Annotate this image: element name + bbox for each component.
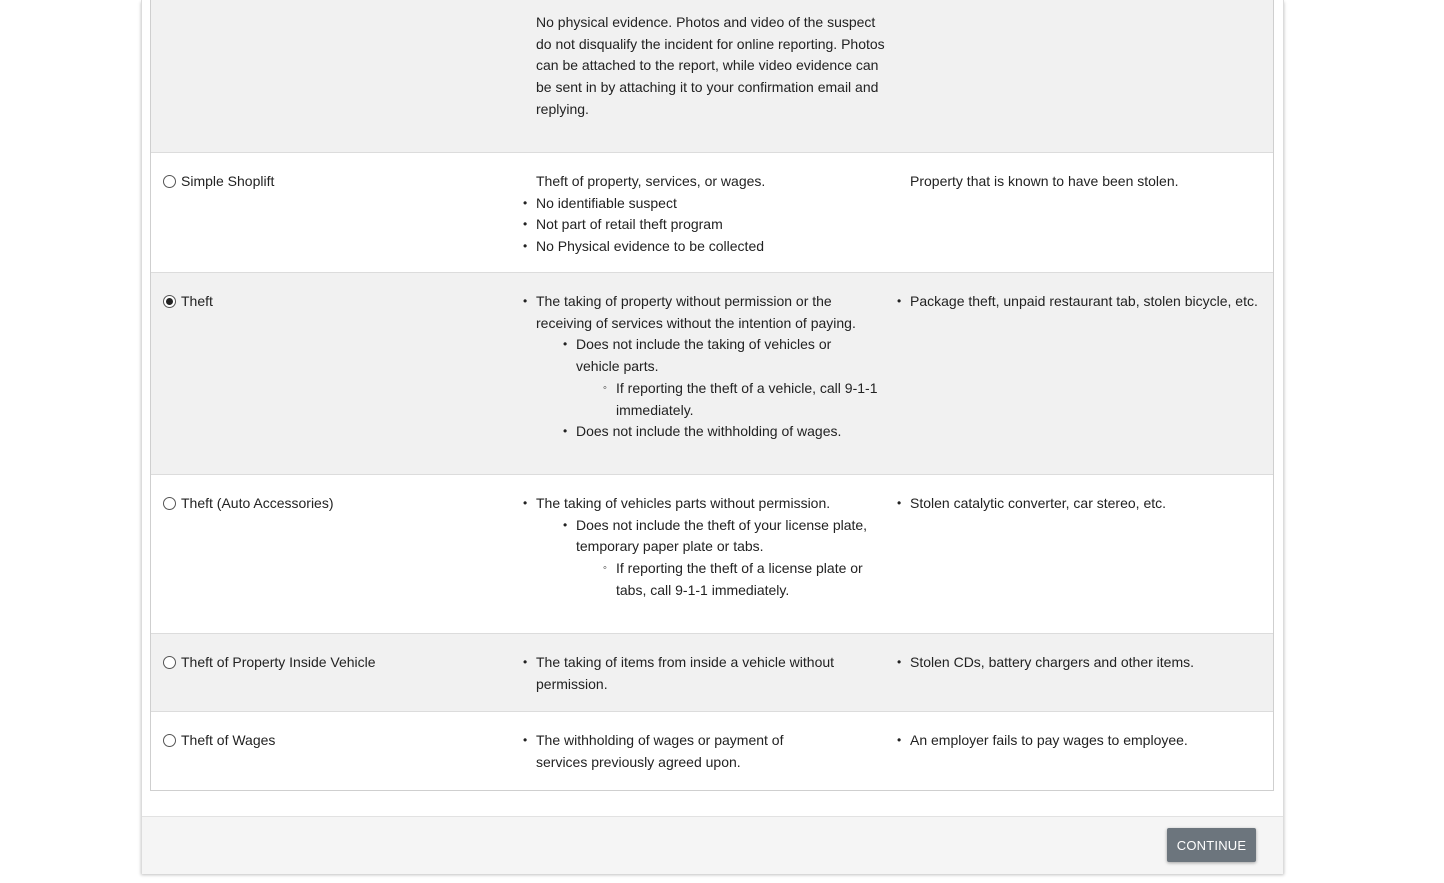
description-intro: Theft of property, services, or wages. (536, 173, 766, 189)
form-footer (142, 816, 1283, 874)
simple-shoplift-label[interactable]: Simple Shoplift (181, 173, 275, 189)
description-item: • The taking of property without permission or the receiving of services without the intention of paying. (536, 291, 888, 334)
description-cell (536, 730, 888, 773)
theft-property-inside-vehicle-radio[interactable] (163, 656, 176, 669)
theft-of-wages-radio[interactable] (163, 734, 176, 747)
description-cell (536, 652, 888, 695)
table-row-theft-of-wages[interactable] (151, 711, 1273, 790)
description-sub-item: • Does not include the withholding of wages. (576, 421, 888, 443)
theft-of-wages-label[interactable]: Theft of Wages (181, 732, 276, 748)
example-item: • An employer fails to pay wages to employee. (910, 730, 1265, 752)
continue-button[interactable]: CONTINUE (1167, 828, 1256, 862)
simple-shoplift-radio[interactable] (163, 175, 176, 188)
table-row-theft-property-inside-vehicle[interactable] (151, 633, 1273, 712)
example-item: • Package theft, unpaid restaurant tab, stolen bicycle, etc. (910, 291, 1265, 313)
description-sub-sub-item: ◦ If reporting the theft of a license plate or tabs, call 9-1-1 immediately. (616, 558, 881, 601)
table-row-theft-auto-accessories[interactable] (151, 474, 1273, 634)
description-cell (536, 291, 888, 443)
description-item: • The taking of items from inside a vehicle without permission. (536, 652, 836, 695)
example-item: • Stolen CDs, battery chargers and other items. (910, 652, 1265, 674)
description-sub-item: • Does not include the taking of vehicles or vehicle parts. (576, 334, 876, 377)
description-item: • No identifiable suspect (536, 193, 888, 215)
description-cell (536, 493, 888, 602)
incident-type-table (150, 0, 1274, 791)
description-item: • The taking of vehicles parts without permission. (536, 493, 888, 515)
theft-label[interactable]: Theft (181, 293, 213, 309)
description-item: • Not part of retail theft program (536, 214, 888, 236)
report-type-panel (141, 0, 1284, 873)
theft-auto-accessories-label[interactable]: Theft (Auto Accessories) (181, 495, 334, 511)
description-sub-item: • Does not include the theft of your license plate, temporary paper plate or tabs. (576, 515, 876, 558)
description-cell (536, 171, 888, 258)
description-item: • No Physical evidence to be collected (536, 236, 888, 258)
table-row-theft[interactable] (151, 272, 1273, 475)
description-text: No physical evidence. Photos and video of the suspect do not disqualify the incident for online reporting. Photos can be attached to the report, while video evidence can be sent in by attaching it to your confirmation email and replying. (536, 14, 885, 117)
description-item: • The withholding of wages or payment of services previously agreed upon. (536, 730, 836, 773)
description-sub-sub-item: ◦ If reporting the theft of a vehicle, call 9-1-1 immediately. (616, 378, 886, 421)
table-row (151, 0, 1273, 152)
theft-property-inside-vehicle-label[interactable]: Theft of Property Inside Vehicle (181, 654, 376, 670)
theft-auto-accessories-radio[interactable] (163, 497, 176, 510)
theft-radio[interactable] (163, 295, 176, 308)
example-text: Property that is known to have been stolen. (910, 173, 1179, 189)
table-row-simple-shoplift[interactable] (151, 152, 1273, 273)
example-item: • Stolen catalytic converter, car stereo, etc. (910, 493, 1265, 515)
